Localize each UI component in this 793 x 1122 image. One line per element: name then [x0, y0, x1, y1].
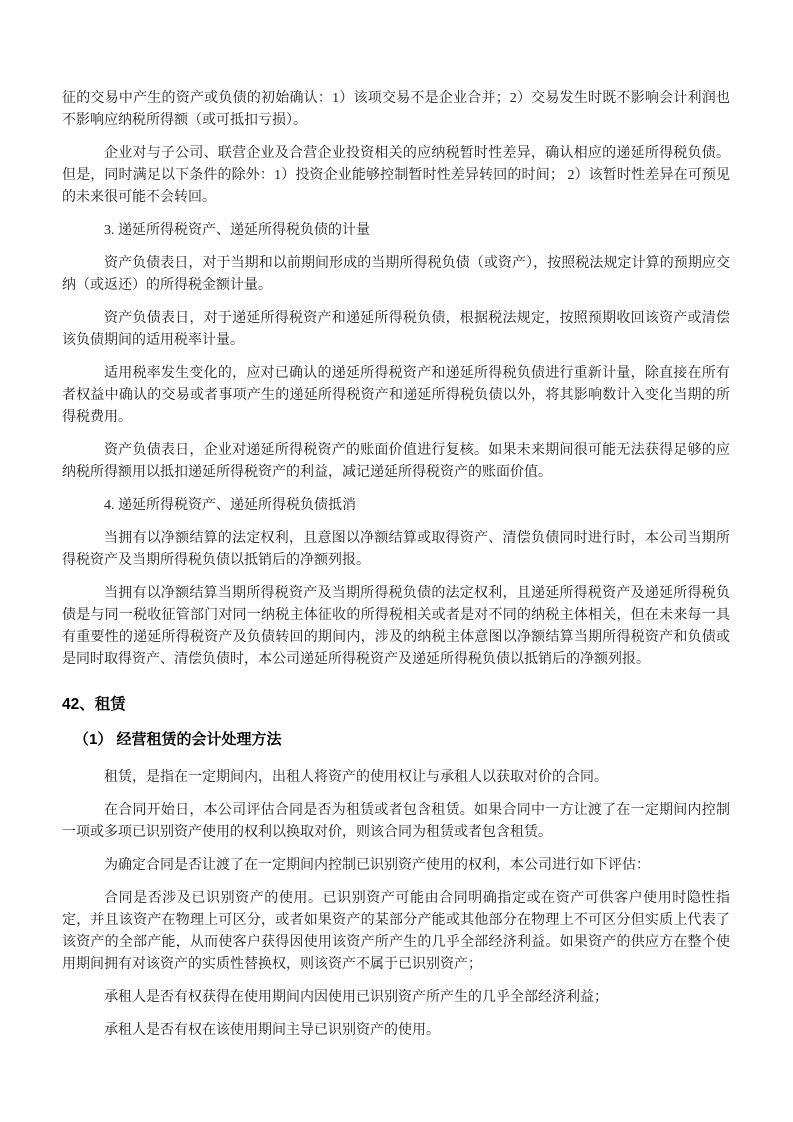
paragraph-carrying-amount-review: 资产负债表日，企业对递延所得税资产的账面价值进行复核。如果未来期间很可能无法获得足够的应纳税所得额用以抵扣递延所得税资产的利益，减记递延所得税资产的账面价值。: [62, 443, 730, 480]
paragraph-tax-rate-change: 适用税率发生变化的，应对已确认的递延所得税资产和递延所得税负债进行重新计量，除直接在所有者权益中确认的交易或者事项产生的递延所得税资产和递延所得税负债以外，将其影响数计入变化当期的所得税费用。: [62, 366, 730, 425]
subsection-heading-operating-lease-accounting: （1） 经营租赁的会计处理方法: [74, 731, 282, 748]
numbered-item-3-deferred-tax-measurement: 3. 递延所得税资产、递延所得税负债的计量: [104, 223, 370, 238]
paragraph-initial-recognition-continuation: 征的交易中产生的资产或负债的初始确认：1）该项交易不是企业合并；2）交易发生时既不影响会计利润也不影响应纳税所得额（或可抵扣亏损）。: [62, 91, 730, 128]
section-heading-42-lease: 42、租赁: [62, 696, 126, 713]
paragraph-balance-sheet-date-deferred-tax: 资产负债表日，对于递延所得税资产和递延所得税负债，根据税法规定，按照预期收回该资产或清偿该负债期间的适用税率计量。: [62, 311, 730, 348]
paragraph-lease-definition: 租赁，是指在一定期间内，出租人将资产的使用权让与承租人以获取对价的合同。: [104, 770, 608, 785]
paragraph-contract-commencement-assessment: 在合同开始日，本公司评估合同是否为租赁或者包含租赁。如果合同中一方让渡了在一定期间内控制一项或多项已识别资产使用的权利以换取对价，则该合同为租赁或者包含租赁。: [62, 803, 730, 840]
paragraph-right-of-use-evaluation-intro: 为确定合同是否让渡了在一定期间内控制已识别资产使用的权利，本公司进行如下评估：: [104, 858, 650, 873]
paragraph-identified-asset-use: 合同是否涉及已识别资产的使用。已识别资产可能由合同明确指定或在资产可供客户使用时隐性指定，并且该资产在物理上可区分，或者如果资产的某部分产能或其他部分在物理上不可区分但实质上代表了该资产的全部产能，从而使客户获得因使用该资产所产生的几乎全部经济利益。如果资产的供应方在整个使用期间拥有对该资产的实质性替换权，则该资产不属于已识别资产；: [62, 891, 730, 972]
paragraph-lessee-direct-use: 承租人是否有权在该使用期间主导已识别资产的使用。: [104, 1023, 440, 1038]
paragraph-net-settlement-deferred-tax: 当拥有以净额结算当期所得税资产及当期所得税负债的法定权利，且递延所得税资产及递延所得税负债是与同一税收征管部门对同一纳税主体征收的所得税相关或者是对不同的纳税主体相关，但在未来每一具有重要性的递延所得税资产及负债转回的期间内，涉及的纳税主体意图以净额结算当期所得税资产和负债或是同时取得资产、清偿负债时，本公司递延所得税资产及递延所得税负债以抵销后的净额列报。: [62, 586, 730, 667]
paragraph-net-settlement-current-tax: 当拥有以净额结算的法定权利，且意图以净额结算或取得资产、清偿负债同时进行时，本公司当期所得税资产及当期所得税负债以抵销后的净额列报。: [62, 531, 730, 568]
paragraph-lessee-economic-benefits: 承租人是否有权获得在使用期间内因使用已识别资产所产生的几乎全部经济利益；: [104, 990, 608, 1005]
numbered-item-4-deferred-tax-offset: 4. 递延所得税资产、递延所得税负债抵消: [104, 498, 356, 513]
paragraph-balance-sheet-date-current-tax: 资产负债表日，对于当期和以前期间形成的当期所得税负债（或资产），按照税法规定计算的预期应交纳（或返还）的所得税金额计量。: [62, 256, 730, 293]
document-body: [62, 88, 730, 1053]
paragraph-taxable-temporary-differences: 企业对与子公司、联营企业及合营企业投资相关的应纳税暂时性差异，确认相应的递延所得税负债。但是，同时满足以下条件的除外：1）投资企业能够控制暂时性差异转回的时间； 2）该暂时性差异在可预见的未来很可能不会转回。: [62, 146, 730, 205]
